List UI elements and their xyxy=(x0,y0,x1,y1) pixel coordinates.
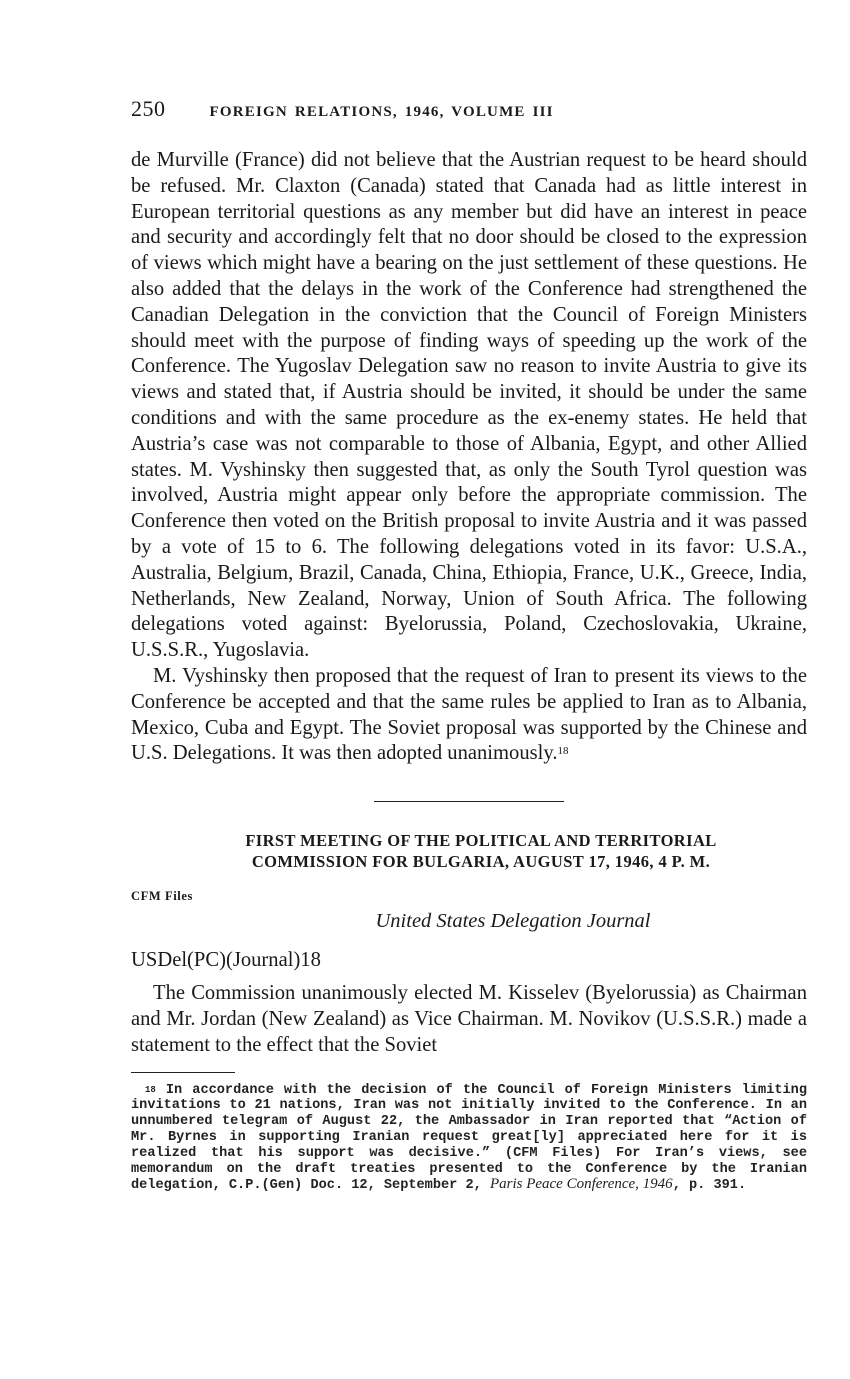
paragraph-commission-election: The Commission unanimously elected M. Kisselev (Byelorussia) as Chairman and Mr. Jordan (New Zealand) as Vice Chairman. M. Novikov (U.S.S.R.) made a statement to the effect that the Soviet xyxy=(131,982,807,1056)
footnote-tail: , p. 391. xyxy=(672,1178,747,1194)
paragraph-austria-vote: de Murville (France) did not believe that the Austrian request to be heard should be refused. Mr. Claxton (Canada) stated that Canada had as little interest in European territorial questions as any member but did have an interest in peace and security and accordingly felt that no door should be closed to the expression of views which might have a bearing on the just settlement of these questions. He also added that the delays in the work of the Conference had strengthened the Canadian Delegation in the conviction that the Council of Foreign Ministers should meet with the purpose of finding ways of speeding up the work of the Conference. The Yugoslav Delegation saw no reason to invite Austria to give its views and stated that, if Austria should be invited, it should be under the same conditions and with the same procedure as the ex-enemy states. He held that Austria’s case was not comparable to those of Albania, Egypt, and other Allied states. M. Vyshinsky then suggested that, as only the South Tyrol question was involved, Austria might appear only before the appropriate commission. The Conference then voted on the British proposal to invite Austria and it was passed by a vote of 15 to 6. The following delegations voted in its favor: U.S.A., Australia, Belgium, Brazil, Canada, China, Ethiopia, France, U.K., Greece, India, Netherlands, New Zealand, Norway, Union of South Africa. The following delegations voted against: Byelorussia, Poland, Czechoslovakia, Ukraine, U.S.S.R., Yugoslavia. xyxy=(131,149,807,662)
footnote-mark: 18 xyxy=(145,1084,156,1095)
footnote-reference: 18 xyxy=(557,745,569,758)
footnote-divider xyxy=(131,1072,235,1073)
journal-title: United States Delegation Journal xyxy=(375,910,651,933)
section-divider xyxy=(374,801,564,802)
page-header xyxy=(131,96,807,128)
journal-reference: USDel(PC)(Journal)18 xyxy=(131,949,321,972)
footnote-text: In accordance with the decision of the Council of Foreign Ministers limiting invitations to 21 nations, Iran was not initially invited to the Conference. In an unnumbered telegram of August 22, the Ambassador in Iran reported that “Action of Mr. Byrnes in supporting Iranian request great[ly] appreciated here for it is realized that his support was decisive.” (CFM Files) For Iran’s views, see memorandum on the draft treaties presented to the Conference by the Iranian delegation, C.P.(Gen) Doc. 12, September 2, xyxy=(131,1082,807,1194)
running-head: FOREIGN RELATIONS, 1946, VOLUME III xyxy=(209,104,554,120)
paragraph-iran-text: M. Vyshinsky then proposed that the request of Iran to present its views to the Conference be accepted and that the same rules be applied to Iran as to Albania, Mexico, Cuba and Egypt. The Soviet proposal was supported by the Chinese and U.S. Delegations. It was then adopted unanimously. xyxy=(131,664,807,765)
section-heading-line-1: FIRST MEETING OF THE POLITICAL AND TERRITORIAL xyxy=(245,831,717,851)
page-number: 250 xyxy=(131,96,166,121)
paragraph-iran-proposal xyxy=(131,664,807,767)
footnote xyxy=(131,1083,807,1195)
source-label: CFM Files xyxy=(131,889,193,904)
section-heading-line-2: COMMISSION FOR BULGARIA, AUGUST 17, 1946, 4 P. M. xyxy=(251,852,711,872)
footnote-italic-title: Paris Peace Conference, 1946 xyxy=(489,1176,673,1193)
section-heading xyxy=(131,830,807,872)
document-page xyxy=(131,96,807,1194)
